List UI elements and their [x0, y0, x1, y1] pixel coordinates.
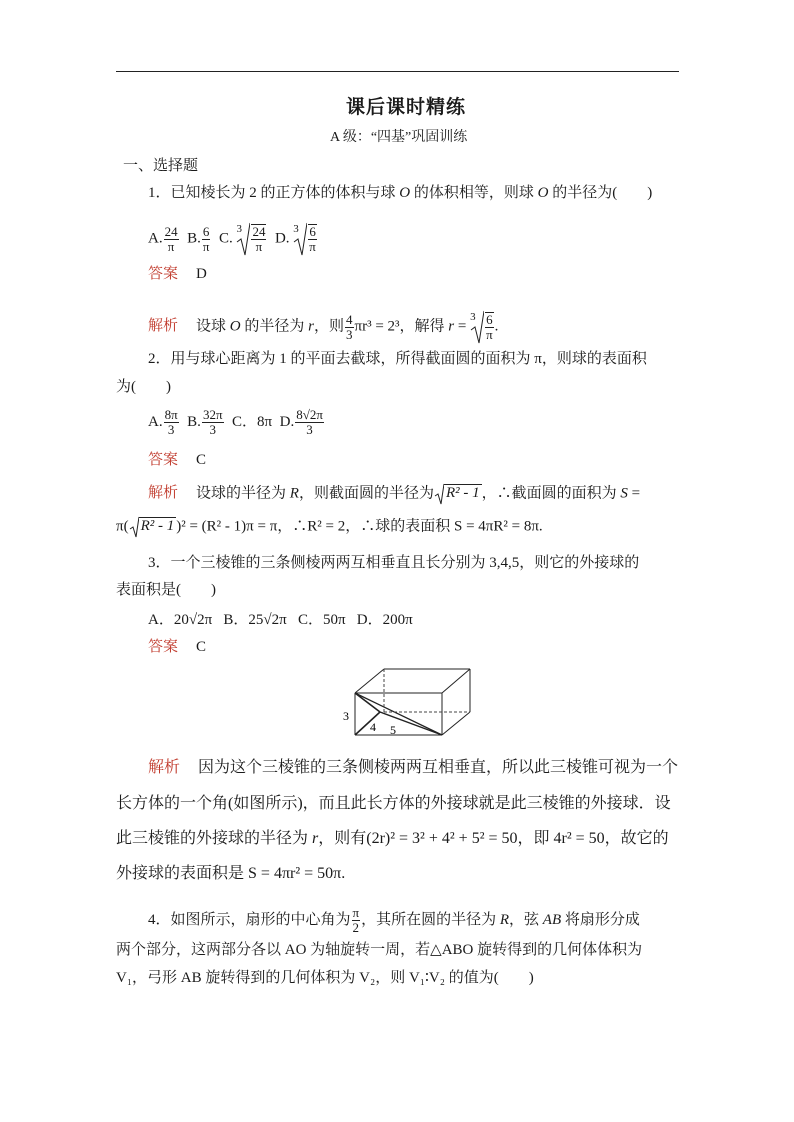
option-d-label: D. — [274, 230, 290, 247]
result-radical — [470, 310, 495, 344]
stem-text: ，弦 — [509, 911, 540, 928]
numerator: π — [352, 905, 360, 920]
option-a-label: A. — [148, 413, 163, 430]
q1-answer — [148, 264, 207, 284]
denominator: π — [309, 239, 316, 254]
option-d: D．200π — [356, 612, 413, 628]
q4-stem-line3: V₁，弓形 AB 旋转得到的几何体积为 V₂，则 V₁∶V₂ 的值为( ) — [116, 970, 534, 986]
sqrt-expression — [434, 483, 482, 505]
radicand: R² - 1 — [445, 485, 480, 502]
analysis-text: π( — [116, 518, 129, 535]
q3-answer — [148, 637, 206, 657]
answer-value: C — [196, 452, 207, 468]
analysis-text: ，则截面圆的半径为 — [298, 485, 434, 502]
q1-options — [148, 222, 318, 256]
equals: = — [631, 485, 641, 502]
analysis-text: 此三棱锥的外接球的半径为 — [116, 830, 309, 847]
option-c: C．50π — [297, 612, 346, 628]
numerator: 6 — [486, 312, 493, 327]
period: . — [494, 318, 499, 335]
stem-text: 将扇形分成 — [564, 911, 640, 928]
var-R: R — [499, 911, 510, 928]
denominator: 3 — [306, 422, 313, 437]
subtitle: A 级：“四基”巩固训练 — [330, 130, 468, 145]
numerator: 24 — [252, 224, 266, 239]
option-b-fraction — [202, 408, 224, 437]
q2-answer — [148, 450, 206, 470]
option-c-label: C. — [218, 230, 233, 247]
denominator: π — [202, 238, 210, 254]
fraction — [352, 906, 361, 935]
sqrt-expression — [129, 516, 177, 538]
numerator: 32π — [202, 407, 223, 422]
numerator: 8√2π — [296, 407, 323, 422]
numerator: 24 — [164, 223, 178, 239]
analysis-text: )² = (R² - 1)π = π，∴R² = 2，∴球的表面积 — [176, 518, 451, 535]
q2-stem-line1: 2．用与球心距离为 1 的平面去截球，所得截面圆的面积为 π，则球的表面积 — [148, 351, 647, 367]
q3-options — [148, 610, 413, 630]
denominator: π — [255, 239, 263, 254]
denominator: 3 — [346, 326, 353, 342]
numerator: 8π — [164, 407, 178, 422]
denominator: 2 — [352, 920, 360, 935]
option-b: B．25√2π — [223, 612, 287, 628]
radical-sign-icon — [129, 516, 139, 538]
var-r: r — [308, 318, 314, 335]
analysis-label: 解析 — [148, 485, 179, 502]
analysis-label: 解析 — [148, 759, 181, 776]
radicand — [308, 224, 317, 254]
root-index: 3 — [293, 223, 299, 235]
stem-text: ，其所在圆的半径为 — [361, 911, 497, 928]
q3-analysis-line4 — [116, 863, 345, 885]
analysis-text: 的半径为 — [244, 318, 305, 335]
denominator: π — [486, 327, 493, 342]
option-b-fraction — [202, 225, 211, 254]
q4-stem-line1 — [148, 906, 640, 935]
radicand: R² - 1 — [140, 518, 175, 535]
q3-stem-line2: 表面积是( ) — [116, 582, 216, 598]
analysis-text: S = 4πr² = 50π. — [248, 865, 346, 882]
option-a-fraction — [164, 225, 179, 254]
var-o: O — [229, 318, 241, 335]
var-S: S — [620, 485, 628, 502]
denominator: π — [167, 238, 175, 254]
analysis-text: 设球 — [196, 318, 227, 335]
equals: = — [457, 318, 467, 335]
numerator: 6 — [309, 224, 316, 239]
option-c-radical — [236, 222, 267, 256]
option-a-label: A. — [148, 230, 163, 247]
q3-stem-line1: 3．一个三棱锥的三条侧棱两两互相垂直且长分别为 3,4,5，则它的外接球的 — [148, 555, 640, 571]
denominator: 3 — [167, 422, 175, 437]
q4-stem-line2: 两个部分，这两部分各以 AO 为轴旋转一周，若△ABO 旋转得到的几何体体积为 — [116, 942, 643, 958]
option-d-radical — [293, 222, 318, 256]
analysis-text: ，则有(2r)² = 3² + 4² + 5² = 50，即 4r² = 50，故它的 — [318, 830, 669, 847]
answer-label: 答案 — [148, 266, 179, 282]
section-heading: 一、选择题 — [123, 158, 199, 174]
answer-value: C — [196, 639, 207, 655]
numerator: 6 — [202, 223, 210, 239]
q2-analysis-line1 — [148, 483, 640, 505]
edge-label-3: 3 — [343, 709, 349, 723]
q2-stem-line2: 为( ) — [116, 379, 171, 395]
q1-var-o: O — [399, 185, 411, 201]
radicand — [251, 224, 266, 254]
analysis-label: 解析 — [148, 318, 179, 335]
q3-box-figure — [340, 660, 475, 740]
option-b-label: B. — [187, 230, 201, 247]
var-r: r — [312, 830, 319, 847]
q3-analysis-line1 — [148, 757, 678, 779]
var-R: R — [289, 485, 299, 502]
stem-text: 4．如图所示，扇形的中心角为 — [148, 911, 351, 928]
option-b-label: B. — [187, 413, 201, 430]
q1-var-o: O — [537, 185, 549, 201]
q2-analysis-line2 — [116, 516, 543, 538]
cuboid-diagram — [340, 660, 475, 740]
analysis-text: 因为这个三棱锥的三条侧棱两两互相垂直，所以此三棱锥可视为一个 — [198, 759, 679, 776]
edge-label-5: 5 — [390, 723, 396, 737]
q1-stem-text: 的半径为( ) — [552, 185, 653, 201]
numerator: 4 — [346, 311, 353, 327]
root-index: 3 — [236, 223, 242, 235]
fraction — [345, 313, 354, 342]
q1-stem-text: 的体积相等，则球 — [413, 185, 534, 201]
analysis-text: S = 4πR² = 8π. — [454, 518, 543, 535]
page-title: 课后课时精练 — [346, 97, 467, 118]
denominator: 3 — [209, 422, 216, 437]
edge-label-4: 4 — [370, 720, 376, 734]
q3-analysis-line3 — [116, 828, 669, 850]
option-d-label: D. — [279, 413, 295, 430]
radicand — [485, 312, 494, 342]
analysis-text: ，∴截面圆的面积为 — [481, 485, 617, 502]
radical-sign-icon — [434, 483, 444, 505]
option-a-fraction — [164, 408, 179, 437]
var-AB: AB — [542, 911, 562, 928]
analysis-text: πr³ = 2³，解得 — [354, 318, 445, 335]
option-d-fraction — [295, 408, 324, 437]
q2-options — [148, 408, 325, 437]
q3-analysis-line2: 长方体的一个角(如图所示)，而且此长方体的外接球就是此三棱锥的外接球．设 — [116, 795, 671, 812]
top-rule — [116, 71, 679, 72]
analysis-text: 设球的半径为 — [196, 485, 287, 502]
q1-stem — [148, 183, 652, 203]
analysis-text: ，则 — [313, 318, 344, 335]
answer-label: 答案 — [148, 452, 179, 468]
q1-analysis — [148, 310, 498, 344]
var-r: r — [448, 318, 455, 335]
option-c: C．8π — [232, 413, 273, 430]
option-a: A．20√2π — [148, 612, 213, 628]
root-index: 3 — [470, 311, 476, 323]
q1-stem-text: 1．已知棱长为 2 的正方体的体积与球 — [148, 185, 396, 201]
analysis-text: 外接球的表面积是 — [116, 865, 245, 882]
answer-label: 答案 — [148, 639, 179, 655]
answer-value: D — [196, 266, 207, 282]
